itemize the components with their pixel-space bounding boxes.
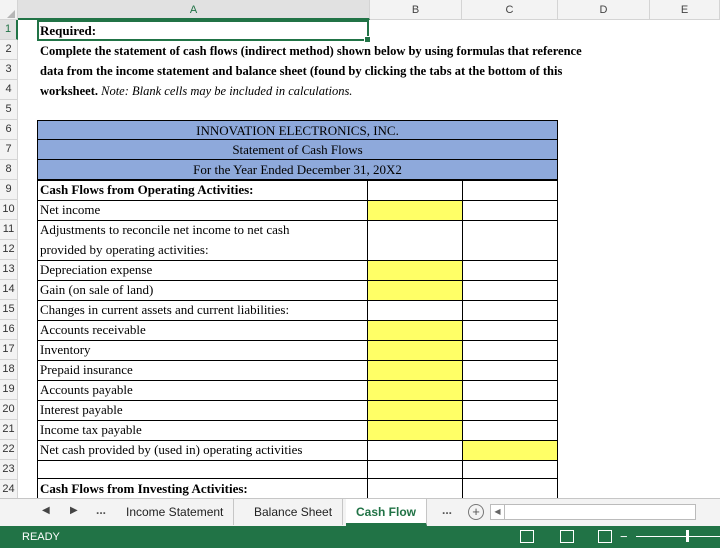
- row-header-16[interactable]: 16: [0, 320, 18, 340]
- row-header-1[interactable]: 1: [0, 20, 18, 40]
- row-header-10[interactable]: 10: [0, 200, 18, 220]
- row-header-8[interactable]: 8: [0, 160, 18, 180]
- input-accounts-receivable[interactable]: [368, 321, 462, 340]
- more-sheets-left[interactable]: ...: [96, 503, 107, 517]
- label-accounts-payable[interactable]: Accounts payable: [40, 382, 133, 397]
- column-header-c[interactable]: C: [462, 0, 558, 20]
- row-header-24[interactable]: 24: [0, 480, 18, 500]
- next-sheet-icon[interactable]: ▶: [70, 505, 78, 516]
- input-income-tax-payable[interactable]: [368, 421, 462, 440]
- row-header-21[interactable]: 21: [0, 420, 18, 440]
- row-header-14[interactable]: 14: [0, 280, 18, 300]
- row-line: [37, 200, 558, 201]
- zoom-out-icon[interactable]: −: [620, 529, 628, 544]
- input-inventory[interactable]: [368, 341, 462, 360]
- label-changes-current[interactable]: Changes in current assets and current liabilities:: [40, 302, 290, 317]
- active-cell-selection[interactable]: [37, 20, 369, 41]
- label-adjustments[interactable]: Adjustments to reconcile net income to net cash: [40, 222, 290, 237]
- input-accounts-payable[interactable]: [368, 381, 462, 400]
- normal-view-icon[interactable]: [520, 530, 534, 543]
- tab-balance-sheet[interactable]: Balance Sheet: [244, 499, 343, 525]
- page-break-view-icon[interactable]: [598, 530, 612, 543]
- label-net-cash-operating[interactable]: Net cash provided by (used in) operating activities: [40, 442, 303, 457]
- column-header-d[interactable]: D: [558, 0, 650, 20]
- label-income-tax-payable[interactable]: Income tax payable: [40, 422, 142, 437]
- label-depreciation[interactable]: Depreciation expense: [40, 262, 153, 277]
- zoom-slider-thumb[interactable]: [686, 530, 689, 542]
- row-header-20[interactable]: 20: [0, 400, 18, 420]
- row-header-11[interactable]: 11: [0, 220, 18, 240]
- company-name[interactable]: INNOVATION ELECTRONICS, INC.: [37, 120, 558, 140]
- input-interest-payable[interactable]: [368, 401, 462, 420]
- label-investing-heading[interactable]: Cash Flows from Investing Activities:: [40, 481, 248, 496]
- instruction-line-3-text: worksheet.: [40, 84, 98, 98]
- row-header-19[interactable]: 19: [0, 380, 18, 400]
- row-header-15[interactable]: 15: [0, 300, 18, 320]
- row-header-3[interactable]: 3: [0, 60, 18, 80]
- tab-income-statement[interactable]: Income Statement: [116, 499, 234, 525]
- statement-title[interactable]: Statement of Cash Flows: [37, 140, 558, 160]
- prev-sheet-icon[interactable]: ◀: [42, 505, 50, 516]
- row-header-23[interactable]: 23: [0, 460, 18, 480]
- instruction-note: Note: Blank cells may be included in calculations.: [101, 84, 353, 98]
- row-header-18[interactable]: 18: [0, 360, 18, 380]
- scroll-left-icon[interactable]: ◀: [491, 505, 505, 519]
- label-prepaid-insurance[interactable]: Prepaid insurance: [40, 362, 133, 377]
- statement-period[interactable]: For the Year Ended December 31, 20X2: [37, 160, 558, 180]
- label-provided-by[interactable]: provided by operating activities:: [40, 242, 209, 257]
- row-header-2[interactable]: 2: [0, 40, 18, 60]
- label-gain-on-land[interactable]: Gain (on sale of land): [40, 282, 154, 297]
- label-accounts-receivable[interactable]: Accounts receivable: [40, 322, 146, 337]
- status-bar: [0, 526, 720, 548]
- row-line: [37, 340, 558, 341]
- row-line: [37, 460, 558, 461]
- label-inventory[interactable]: Inventory: [40, 342, 91, 357]
- input-gain-on-land[interactable]: [368, 281, 462, 300]
- tab-cash-flow[interactable]: Cash Flow: [346, 499, 427, 526]
- label-interest-payable[interactable]: Interest payable: [40, 402, 123, 417]
- row-header-4[interactable]: 4: [0, 80, 18, 100]
- input-net-income[interactable]: [368, 201, 462, 220]
- select-all-corner[interactable]: [0, 0, 18, 20]
- input-net-cash-operating[interactable]: [463, 441, 557, 460]
- page-layout-view-icon[interactable]: [560, 530, 574, 543]
- input-prepaid-insurance[interactable]: [368, 361, 462, 380]
- instruction-line-3[interactable]: [40, 81, 352, 101]
- row-header-7[interactable]: 7: [0, 140, 18, 160]
- instruction-line-2[interactable]: data from the income statement and balance sheet (found by clicking the tabs at the bottom of this: [40, 64, 563, 78]
- horizontal-scrollbar[interactable]: [490, 504, 696, 520]
- row-header-5[interactable]: 5: [0, 100, 18, 120]
- status-ready: READY: [22, 531, 60, 543]
- sheet-tab-bar: [0, 498, 720, 526]
- row-header-6[interactable]: 6: [0, 120, 18, 140]
- label-operating-heading[interactable]: Cash Flows from Operating Activities:: [40, 182, 254, 197]
- column-header-bar: [0, 0, 720, 20]
- column-header-b[interactable]: B: [370, 0, 462, 20]
- label-net-income[interactable]: Net income: [40, 202, 101, 217]
- row-header-17[interactable]: 17: [0, 340, 18, 360]
- column-header-a[interactable]: A: [18, 0, 370, 20]
- add-sheet-icon[interactable]: +: [468, 504, 484, 520]
- column-header-e[interactable]: E: [650, 0, 720, 20]
- instruction-line-1[interactable]: Complete the statement of cash flows (indirect method) shown below by using formulas that reference: [40, 44, 582, 58]
- more-sheets-right[interactable]: ...: [442, 503, 453, 517]
- required-heading[interactable]: Required:: [40, 23, 97, 38]
- row-header-9[interactable]: 9: [0, 180, 18, 200]
- zoom-slider-track[interactable]: [636, 536, 720, 537]
- input-depreciation[interactable]: [368, 261, 462, 280]
- row-header-13[interactable]: 13: [0, 260, 18, 280]
- row-header-12[interactable]: 12: [0, 240, 18, 260]
- row-header-22[interactable]: 22: [0, 440, 18, 460]
